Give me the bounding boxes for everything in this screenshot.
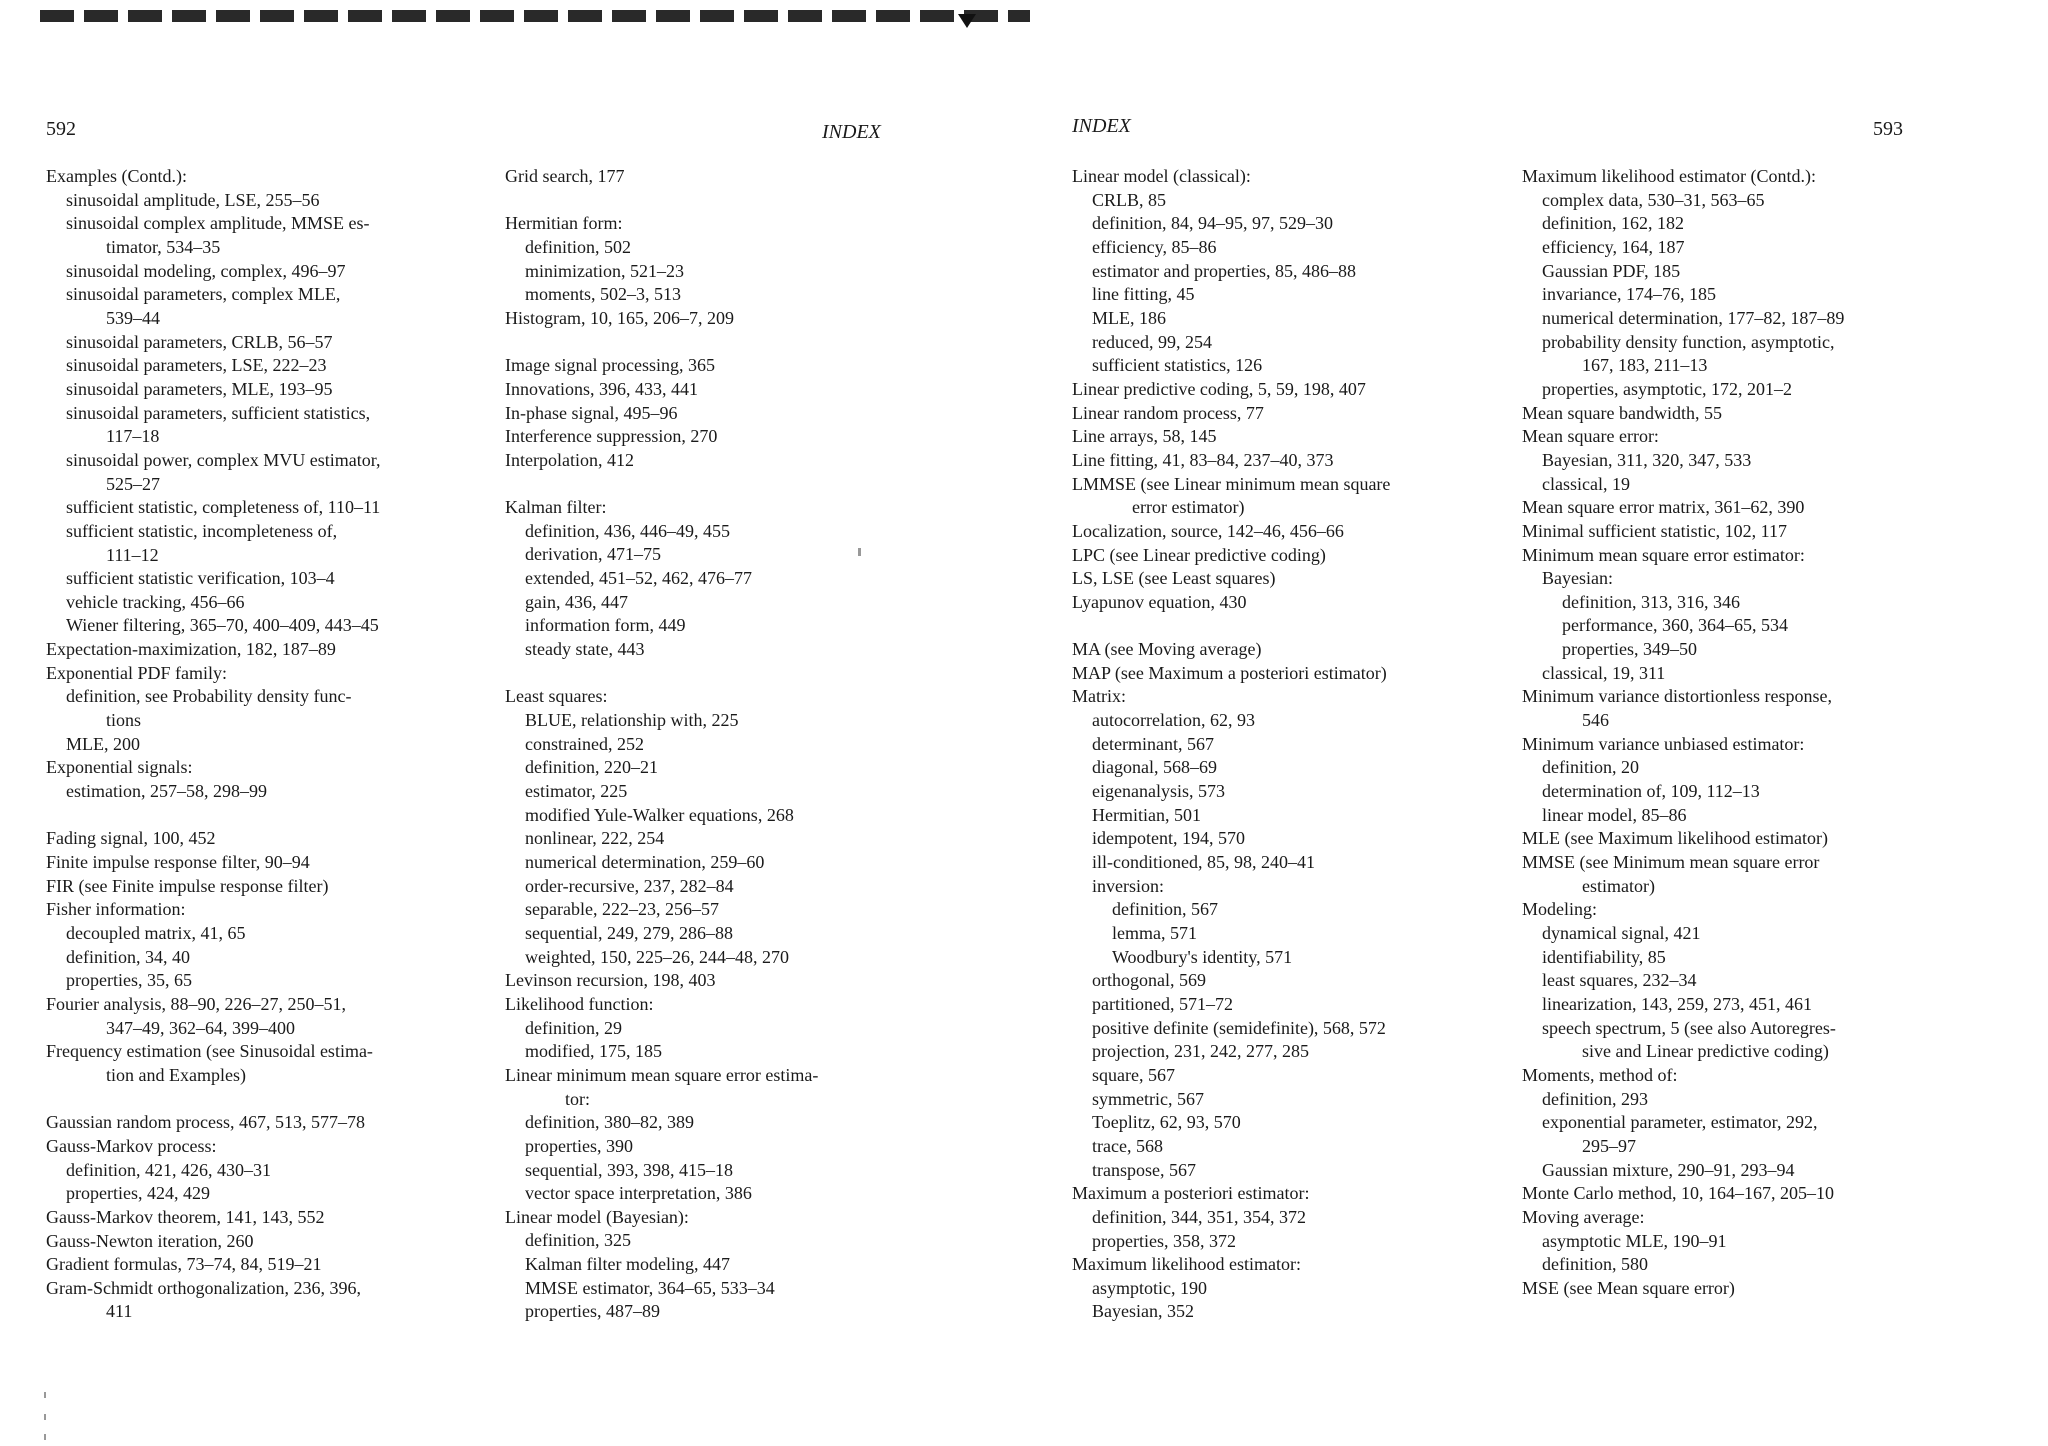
index-continuation: 117–18	[106, 426, 160, 447]
index-subentry: definition, 34, 40	[66, 946, 190, 967]
index-entry: Gauss-Newton iteration, 260	[46, 1230, 254, 1251]
index-subentry: definition, 502	[525, 236, 631, 257]
index-subentry: sinusoidal parameters, MLE, 193–95	[66, 378, 333, 399]
index-continuation: sive and Linear predictive coding)	[1582, 1041, 1829, 1062]
index-subentry: sufficient statistics, 126	[1092, 355, 1263, 376]
index-subentry: sinusoidal parameters, complex MLE,	[66, 284, 341, 305]
index-entry: MA (see Moving average)	[1072, 639, 1262, 660]
index-subentry: Kalman filter modeling, 447	[525, 1254, 730, 1275]
index-entry: Hermitian form:	[505, 213, 623, 234]
index-subentry: performance, 360, 364–65, 534	[1562, 615, 1788, 636]
index-subentry: minimization, 521–23	[525, 260, 684, 281]
index-column	[1072, 165, 1472, 1324]
index-entry: Mean square error matrix, 361–62, 390	[1522, 497, 1805, 518]
index-subentry: complex data, 530–31, 563–65	[1542, 189, 1765, 210]
index-subentry: information form, 449	[525, 615, 686, 636]
index-subentry: Woodbury's identity, 571	[1112, 946, 1293, 967]
index-entry: Minimum variance distortionless response,	[1522, 686, 1832, 707]
index-subentry: properties, asymptotic, 172, 201–2	[1542, 378, 1792, 399]
index-spacer	[46, 1088, 446, 1112]
index-subentry: transpose, 567	[1092, 1159, 1196, 1180]
index-spacer	[505, 331, 905, 355]
index-entry: Modeling:	[1522, 899, 1597, 920]
index-subentry: definition, 162, 182	[1542, 213, 1684, 234]
index-subentry: diagonal, 568–69	[1092, 757, 1217, 778]
index-entry: Mean square bandwidth, 55	[1522, 402, 1722, 423]
index-subentry: vehicle tracking, 456–66	[66, 591, 245, 612]
index-entry: Image signal processing, 365	[505, 355, 715, 376]
index-subentry: projection, 231, 242, 277, 285	[1092, 1041, 1309, 1062]
index-subentry: trace, 568	[1092, 1135, 1163, 1156]
index-entry: Levinson recursion, 198, 403	[505, 970, 716, 991]
index-entry: Monte Carlo method, 10, 164–167, 205–10	[1522, 1183, 1834, 1204]
index-subentry: properties, 487–89	[525, 1301, 660, 1322]
index-continuation: 539–44	[106, 307, 160, 328]
left-page	[0, 0, 1020, 1446]
index-subentry: modified Yule-Walker equations, 268	[525, 804, 794, 825]
index-subentry: properties, 358, 372	[1092, 1230, 1236, 1251]
index-subentry: numerical determination, 259–60	[525, 851, 765, 872]
index-subentry: estimation, 257–58, 298–99	[66, 781, 267, 802]
index-entry: FIR (see Finite impulse response filter)	[46, 875, 329, 896]
index-subentry: derivation, 471–75	[525, 544, 661, 565]
right-page	[1020, 0, 2048, 1446]
index-entry: Lyapunov equation, 430	[1072, 591, 1247, 612]
index-subentry: weighted, 150, 225–26, 244–48, 270	[525, 946, 789, 967]
index-entry: Matrix:	[1072, 686, 1126, 707]
index-entry: Linear random process, 77	[1072, 402, 1264, 423]
index-subentry: invariance, 174–76, 185	[1542, 284, 1716, 305]
index-entry: Fading signal, 100, 452	[46, 828, 216, 849]
running-head: INDEX	[1072, 115, 1131, 137]
index-subentry: Wiener filtering, 365–70, 400–409, 443–45	[66, 615, 379, 636]
index-subentry: sinusoidal power, complex MVU estimator,	[66, 449, 381, 470]
index-spacer	[505, 473, 905, 497]
index-spacer	[1072, 614, 1472, 638]
index-subentry: definition, 567	[1112, 899, 1218, 920]
index-entry: Line arrays, 58, 145	[1072, 426, 1217, 447]
index-entry: LPC (see Linear predictive coding)	[1072, 544, 1326, 565]
index-subentry: properties, 424, 429	[66, 1183, 210, 1204]
index-subentry: asymptotic MLE, 190–91	[1542, 1230, 1727, 1251]
index-subentry: dynamical signal, 421	[1542, 923, 1701, 943]
index-subentry: vector space interpretation, 386	[525, 1183, 752, 1204]
index-subentry: definition, 293	[1542, 1088, 1648, 1109]
index-subentry: Bayesian, 311, 320, 347, 533	[1542, 449, 1752, 470]
index-continuation: 347–49, 362–64, 399–400	[106, 1017, 295, 1038]
index-subentry: sinusoidal parameters, sufficient statistics,	[66, 402, 371, 423]
index-entry: Gaussian random process, 467, 513, 577–78	[46, 1112, 365, 1133]
index-subentry: sufficient statistic verification, 103–4	[66, 568, 335, 589]
index-entry: Likelihood function:	[505, 993, 654, 1014]
index-entry: Kalman filter:	[505, 497, 607, 518]
index-subentry: Bayesian:	[1542, 568, 1613, 589]
index-entry: Localization, source, 142–46, 456–66	[1072, 520, 1344, 541]
index-subentry: reduced, 99, 254	[1092, 331, 1212, 352]
index-entry: MSE (see Mean square error)	[1522, 1277, 1735, 1298]
index-column	[46, 165, 446, 1324]
index-subentry: sequential, 249, 279, 286–88	[525, 922, 733, 943]
index-subentry: classical, 19, 311	[1542, 662, 1666, 683]
index-subentry: definition, 313, 316, 346	[1562, 591, 1740, 612]
index-continuation: tor:	[565, 1088, 590, 1109]
index-entry: Finite impulse response filter, 90–94	[46, 852, 310, 873]
index-entry: Gauss-Markov theorem, 141, 143, 552	[46, 1206, 325, 1227]
index-spacer	[46, 804, 446, 828]
index-subentry: nonlinear, 222, 254	[525, 828, 665, 849]
index-subentry: symmetric, 567	[1092, 1088, 1204, 1109]
index-subentry: sinusoidal amplitude, LSE, 255–56	[66, 189, 320, 210]
index-entry: Linear model (classical):	[1072, 166, 1251, 186]
index-subentry: Gaussian PDF, 185	[1542, 260, 1681, 281]
index-subentry: CRLB, 85	[1092, 189, 1167, 210]
index-subentry: definition, 220–21	[525, 757, 658, 778]
index-continuation: 411	[106, 1301, 133, 1322]
index-entry: Expectation-maximization, 182, 187–89	[46, 639, 336, 660]
index-subentry: properties, 35, 65	[66, 970, 192, 991]
index-subentry: linear model, 85–86	[1542, 804, 1687, 825]
index-subentry: orthogonal, 569	[1092, 970, 1206, 991]
index-column	[505, 165, 905, 1324]
index-subentry: sinusoidal complex amplitude, MMSE es-	[66, 213, 370, 234]
index-continuation: 525–27	[106, 473, 160, 494]
index-subentry: sufficient statistic, completeness of, 110–11	[66, 497, 381, 518]
index-subentry: definition, 29	[525, 1017, 622, 1038]
index-subentry: definition, 436, 446–49, 455	[525, 520, 730, 541]
index-subentry: MLE, 186	[1092, 307, 1166, 328]
index-entry: Fisher information:	[46, 899, 186, 920]
index-entry: Exponential signals:	[46, 757, 193, 778]
index-entry: Fourier analysis, 88–90, 226–27, 250–51,	[46, 993, 346, 1014]
index-subentry: sinusoidal parameters, CRLB, 56–57	[66, 331, 333, 352]
index-subentry: definition, 20	[1542, 757, 1639, 778]
index-continuation: timator, 534–35	[106, 236, 221, 257]
index-subentry: Hermitian, 501	[1092, 804, 1201, 825]
index-column	[1522, 165, 1942, 1301]
index-subentry: determinant, 567	[1092, 733, 1214, 754]
index-subentry: constrained, 252	[525, 733, 644, 754]
index-entry: MMSE (see Minimum mean square error	[1522, 852, 1820, 873]
index-continuation: tions	[106, 710, 142, 731]
index-entry: Gauss-Markov process:	[46, 1135, 217, 1156]
index-continuation: 295–97	[1582, 1135, 1636, 1156]
index-subentry: exponential parameter, estimator, 292,	[1542, 1112, 1818, 1133]
index-subentry: extended, 451–52, 462, 476–77	[525, 568, 752, 589]
index-continuation: 111–12	[106, 544, 159, 565]
index-entry: Moments, method of:	[1522, 1064, 1678, 1085]
index-subentry: inversion:	[1092, 875, 1164, 896]
index-entry: Minimum mean square error estimator:	[1522, 544, 1805, 565]
index-subentry: estimator and properties, 85, 486–88	[1092, 260, 1356, 281]
index-subentry: square, 567	[1092, 1064, 1175, 1085]
index-entry: Linear model (Bayesian):	[505, 1206, 689, 1227]
running-head: INDEX	[822, 121, 881, 143]
index-subentry: line fitting, 45	[1092, 284, 1195, 305]
index-entry: Frequency estimation (see Sinusoidal estima-	[46, 1041, 373, 1062]
index-subentry: properties, 390	[525, 1135, 633, 1156]
index-subentry: steady state, 443	[525, 639, 645, 660]
index-subentry: MLE, 200	[66, 733, 140, 754]
index-subentry: Toeplitz, 62, 93, 570	[1092, 1112, 1241, 1133]
index-entry: MLE (see Maximum likelihood estimator)	[1522, 828, 1828, 849]
index-subentry: linearization, 143, 259, 273, 451, 461	[1542, 993, 1812, 1014]
index-subentry: definition, 325	[525, 1230, 631, 1251]
index-subentry: definition, 421, 426, 430–31	[66, 1159, 271, 1180]
index-subentry: lemma, 571	[1112, 922, 1197, 943]
index-subentry: sinusoidal parameters, LSE, 222–23	[66, 355, 327, 376]
index-subentry: idempotent, 194, 570	[1092, 828, 1245, 849]
index-spacer	[505, 662, 905, 686]
index-subentry: least squares, 232–34	[1542, 970, 1697, 991]
index-subentry: efficiency, 85–86	[1092, 236, 1217, 257]
index-entry: Line fitting, 41, 83–84, 237–40, 373	[1072, 449, 1334, 470]
index-subentry: definition, see Probability density func-	[66, 686, 352, 707]
index-continuation: 167, 183, 211–13	[1582, 355, 1708, 376]
index-entry: Minimal sufficient statistic, 102, 117	[1522, 520, 1787, 541]
index-continuation: error estimator)	[1132, 497, 1245, 518]
index-subentry: Bayesian, 352	[1092, 1301, 1194, 1322]
index-subentry: determination of, 109, 112–13	[1542, 781, 1760, 802]
index-subentry: modified, 175, 185	[525, 1041, 662, 1062]
index-entry: Linear minimum mean square error estima-	[505, 1064, 819, 1085]
index-subentry: decoupled matrix, 41, 65	[66, 922, 246, 943]
index-subentry: order-recursive, 237, 282–84	[525, 875, 734, 896]
index-entry: Exponential PDF family:	[46, 662, 227, 683]
index-subentry: sequential, 393, 398, 415–18	[525, 1159, 733, 1180]
index-subentry: definition, 84, 94–95, 97, 529–30	[1092, 213, 1333, 234]
index-entry: Maximum a posteriori estimator:	[1072, 1183, 1310, 1204]
index-subentry: Gaussian mixture, 290–91, 293–94	[1542, 1159, 1795, 1180]
index-continuation: 546	[1582, 710, 1609, 731]
index-subentry: identifiability, 85	[1542, 946, 1666, 967]
index-entry: Linear predictive coding, 5, 59, 198, 407	[1072, 378, 1366, 399]
index-subentry: autocorrelation, 62, 93	[1092, 710, 1255, 731]
index-entry: Grid search, 177	[505, 166, 625, 186]
index-subentry: MMSE estimator, 364–65, 533–34	[525, 1277, 775, 1298]
index-entry: Gram-Schmidt orthogonalization, 236, 396,	[46, 1277, 361, 1298]
index-subentry: speech spectrum, 5 (see also Autoregres-	[1542, 1017, 1836, 1038]
index-continuation: tion and Examples)	[106, 1064, 246, 1085]
index-subentry: partitioned, 571–72	[1092, 993, 1233, 1014]
index-entry: Minimum variance unbiased estimator:	[1522, 733, 1805, 754]
index-subentry: numerical determination, 177–82, 187–89	[1542, 307, 1845, 328]
index-subentry: eigenanalysis, 573	[1092, 781, 1225, 802]
index-entry: Interpolation, 412	[505, 449, 634, 470]
index-entry: Innovations, 396, 433, 441	[505, 378, 698, 399]
index-continuation: estimator)	[1582, 875, 1655, 896]
page-number: 593	[1873, 118, 1903, 140]
index-subentry: definition, 380–82, 389	[525, 1112, 694, 1133]
index-subentry: efficiency, 164, 187	[1542, 236, 1685, 257]
index-subentry: sufficient statistic, incompleteness of,	[66, 520, 338, 541]
index-entry: Histogram, 10, 165, 206–7, 209	[505, 307, 734, 328]
index-entry: LS, LSE (see Least squares)	[1072, 568, 1276, 589]
index-spacer	[505, 189, 905, 213]
index-subentry: estimator, 225	[525, 781, 628, 801]
index-entry: Gradient formulas, 73–74, 84, 519–21	[46, 1254, 322, 1275]
index-subentry: definition, 344, 351, 354, 372	[1092, 1206, 1306, 1227]
index-entry: Maximum likelihood estimator:	[1072, 1254, 1301, 1275]
index-subentry: separable, 222–23, 256–57	[525, 899, 719, 920]
index-entry: MAP (see Maximum a posteriori estimator)	[1072, 662, 1387, 683]
index-subentry: moments, 502–3, 513	[525, 284, 681, 305]
index-subentry: ill-conditioned, 85, 98, 240–41	[1092, 852, 1315, 873]
index-subentry: gain, 436, 447	[525, 591, 628, 612]
index-entry: Least squares:	[505, 686, 608, 707]
index-subentry: BLUE, relationship with, 225	[525, 710, 739, 731]
index-entry: Mean square error:	[1522, 426, 1659, 447]
index-subentry: properties, 349–50	[1562, 639, 1697, 660]
page-number: 592	[46, 118, 76, 140]
index-entry: Moving average:	[1522, 1206, 1645, 1227]
index-entry: In-phase signal, 495–96	[505, 402, 678, 423]
index-entry: Maximum likelihood estimator (Contd.):	[1522, 166, 1816, 186]
index-subentry: classical, 19	[1542, 473, 1630, 494]
index-entry: Examples (Contd.):	[46, 166, 187, 186]
index-subentry: probability density function, asymptotic,	[1542, 331, 1835, 352]
index-entry: Interference suppression, 270	[505, 426, 718, 447]
index-subentry: positive definite (semidefinite), 568, 572	[1092, 1017, 1386, 1038]
index-subentry: sinusoidal modeling, complex, 496–97	[66, 260, 346, 281]
index-subentry: asymptotic, 190	[1092, 1277, 1207, 1298]
index-entry: LMMSE (see Linear minimum mean square	[1072, 473, 1391, 494]
index-subentry: definition, 580	[1542, 1254, 1648, 1275]
